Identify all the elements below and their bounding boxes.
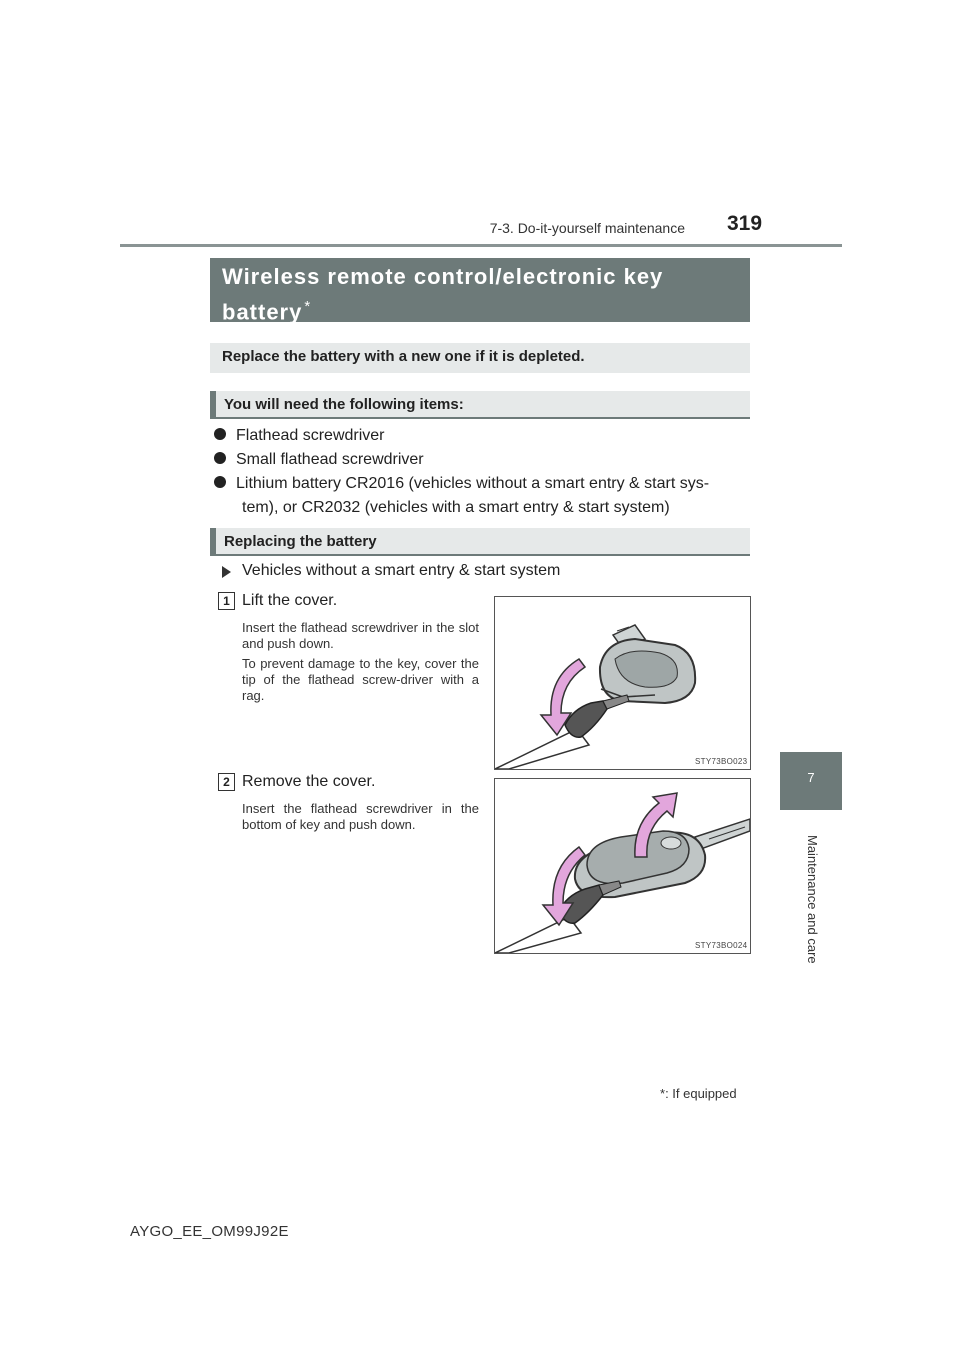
step-number-badge: 2 [218,773,235,791]
running-header-section: 7-3. Do-it-yourself maintenance [489,220,685,236]
step-description: Insert the flathead screwdriver in the slot and push down. [242,620,479,651]
footnote [660,1086,737,1101]
list-item [214,424,754,448]
page-number: 319 [727,212,763,235]
bullet-icon [214,452,226,464]
document-id: AYGO_EE_OM99J92E [130,1223,289,1240]
intro-text: Replace the battery with a new one if it is depleted. [222,348,585,365]
step-1-illustration [494,596,751,770]
chapter-tab-label: Maintenance and care [805,835,820,964]
if-equipped-marker: * [304,298,312,315]
list-item-text: Small flathead screwdriver [236,451,424,468]
header-rule [120,244,842,247]
bullet-icon [214,476,226,488]
step-number-badge: 1 [218,592,235,610]
list-item [214,448,754,472]
section-title [222,262,742,327]
chapter-tab-number: 7 [807,770,815,785]
items-heading: You will need the following items: [224,396,464,413]
figure-code: STY73BO023 [695,757,748,766]
bullet-icon [214,428,226,440]
footnote-text: : If equipped [665,1086,737,1101]
figure-code: STY73BO024 [695,941,748,950]
step-description: To prevent damage to the key, cover the tip of the flathead screw-driver with a rag. [242,656,479,703]
list-item-text: Lithium battery CR2016 (vehicles without a smart entry & start sys- [236,475,710,492]
key-cover-remove-illustration [495,779,750,953]
step-description: Insert the flathead screwdriver in the bottom of key and push down. [242,801,479,832]
step-title: Remove the cover. [242,773,376,790]
vehicle-condition-note: Vehicles without a smart entry & start system [242,562,561,579]
replacing-heading: Replacing the battery [224,533,377,550]
list-item [214,472,754,496]
triangle-arrow-icon [222,566,231,578]
step-2-illustration [494,778,751,954]
list-item-text: Flathead screwdriver [236,427,385,444]
step-title: Lift the cover. [242,592,338,609]
footnote-marker: * [660,1086,666,1101]
section-title-text: Wireless remote control/electronic key battery [222,264,664,325]
list-item-continuation: tem), or CR2032 (vehicles with a smart entry & start system) [242,499,670,516]
key-cover-lift-illustration [495,597,750,769]
